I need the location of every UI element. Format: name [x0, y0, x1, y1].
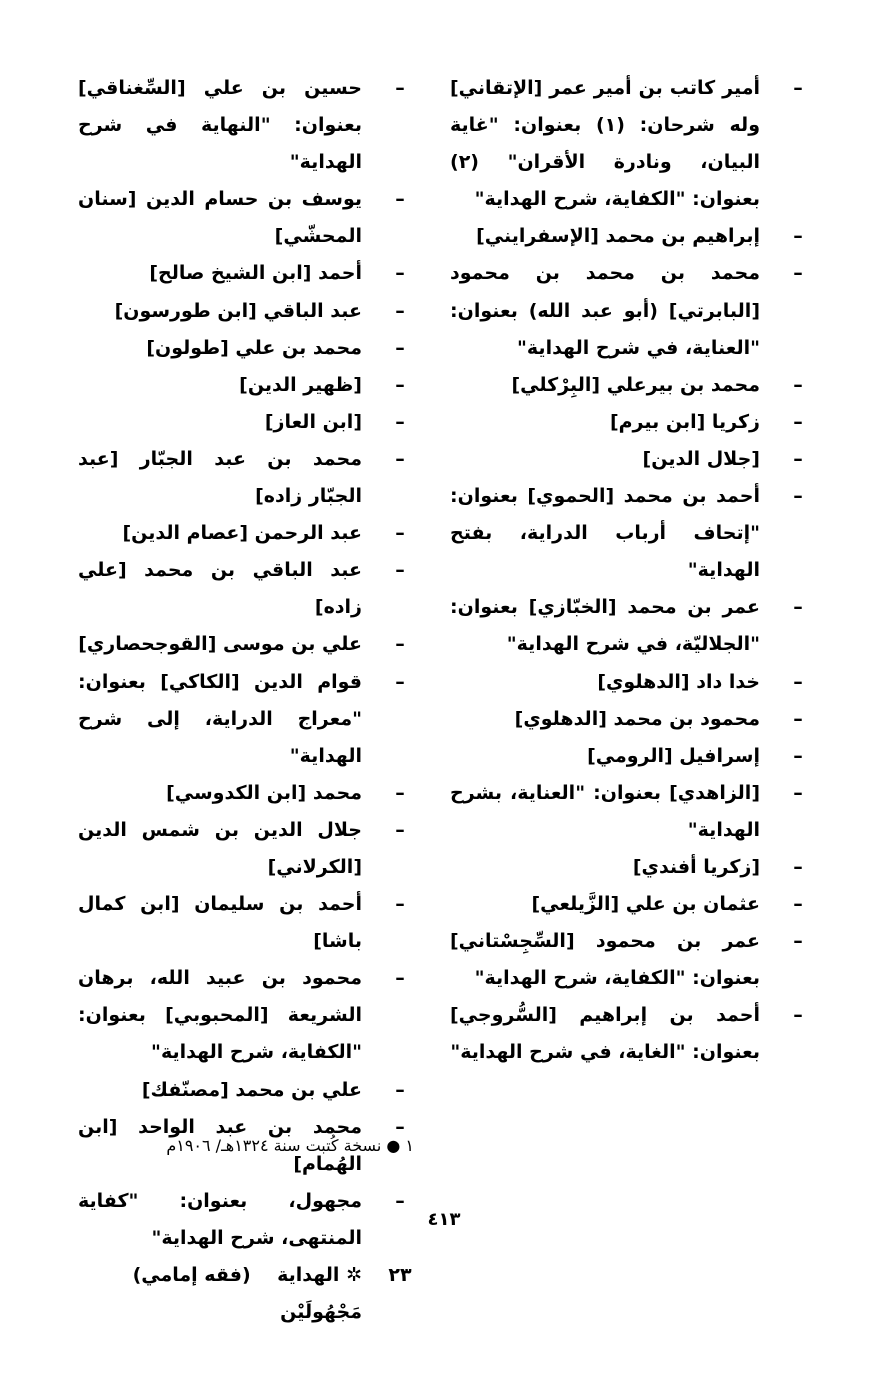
entry-dash: –	[793, 485, 803, 508]
entry-text: علي بن موسى [القوجحصاري]	[78, 633, 362, 656]
entry-dash: –	[793, 855, 803, 878]
list-item	[78, 626, 414, 663]
list-item	[450, 367, 812, 404]
entry-dash: –	[395, 893, 405, 916]
list-item	[450, 701, 812, 738]
entry-text: إسرافيل [الرومي]	[587, 744, 760, 767]
entry-text: [الزاهدي] بعنوان: "العناية، بشرح الهداية"	[450, 781, 760, 841]
entry-text: أحمد [ابن الشيخ صالح]	[149, 262, 362, 285]
entry-text: محمد بن بيرعلي [البِرْكلي]	[511, 373, 760, 396]
entry-dash: –	[395, 188, 405, 211]
entry-text: محمود بن محمد [الدهلوي]	[514, 707, 760, 730]
entry-dash: –	[395, 1115, 405, 1138]
entry-text: عبد الرحمن [عصام الدين]	[122, 522, 362, 545]
list-item	[78, 181, 414, 255]
entry-text: عبد الباقي بن محمد [علي زاده]	[78, 559, 362, 619]
entry-dash: –	[793, 262, 803, 285]
list-item	[78, 70, 414, 181]
entry-dash: –	[793, 447, 803, 470]
entry-dash: –	[793, 410, 803, 433]
list-item	[450, 404, 812, 441]
entry-dash: –	[793, 670, 803, 693]
entry-dash: –	[793, 1004, 803, 1027]
entry-dash: –	[395, 410, 405, 433]
list-item	[450, 255, 812, 366]
entry-text: عبد الباقي [ابن طورسون]	[114, 299, 362, 322]
list-item	[450, 849, 812, 886]
entry-dash: –	[395, 1078, 405, 1101]
list-item	[78, 664, 414, 775]
list-item	[78, 441, 414, 515]
right-column	[450, 70, 812, 1072]
entry-text: عمر بن محمد [الخبّازي] بعنوان: "الجلاليّة، في شرح الهداية"	[450, 596, 760, 656]
entry-text: علي بن محمد [مصنّفك]	[141, 1078, 362, 1101]
entry-dash: –	[395, 559, 405, 582]
entry-text: إبراهيم بن محمد [الإسفرايني]	[476, 225, 760, 248]
list-item	[450, 70, 812, 218]
entry-dash: –	[395, 299, 405, 322]
entry-dash: –	[793, 596, 803, 619]
entry-dash: –	[395, 781, 405, 804]
entry-dash: –	[793, 744, 803, 767]
entry-dash: –	[395, 373, 405, 396]
list-item	[450, 664, 812, 701]
entry-text: محمد [ابن الكدوسي]	[166, 781, 362, 804]
section-subtitle: مَجْهُولَيْن	[280, 1301, 362, 1324]
list-item	[78, 404, 414, 441]
entry-dash: –	[395, 336, 405, 359]
section-symbol: ✲	[346, 1264, 362, 1286]
entry-dash: –	[395, 670, 405, 693]
list-item	[78, 812, 414, 886]
section-title: الهداية	[277, 1264, 340, 1286]
entry-text: عمر بن محمود [السِّجِسْتاني] بعنوان: "الكفاية، شرح الهداية"	[450, 930, 760, 990]
entry-text: زكريا [ابن بيرم]	[609, 410, 760, 433]
section-number: ٢٣	[388, 1264, 412, 1286]
entry-text: أمير كاتب بن أمير عمر [الإتقاني] وله شرحان: (١) بعنوان: "غاية البيان، ونادرة الأقران" (٢) بعنوان: "الكفاية، شرح الهداية"	[450, 77, 761, 211]
list-item	[450, 441, 812, 478]
entry-text: يوسف بن حسام الدين [سنان المحشّي]	[78, 188, 362, 248]
entry-text: أحمد بن سليمان [ابن كمال باشا]	[78, 893, 362, 953]
list-item	[78, 515, 414, 552]
list-item	[78, 330, 414, 367]
entry-dash: –	[793, 225, 803, 248]
list-item	[78, 960, 414, 1071]
list-item	[78, 886, 414, 960]
footnote: ١ ● نسخة كُتبت سنة ١٣٢٤هـ/ ١٩٠٦م	[166, 1136, 414, 1155]
left-column-entries	[78, 70, 414, 1257]
list-item	[450, 738, 812, 775]
entry-dash: –	[395, 262, 405, 285]
entry-dash: –	[793, 373, 803, 396]
list-item	[78, 293, 414, 330]
section-heading	[78, 1257, 414, 1294]
entry-text: خدا داد [الدهلوي]	[597, 670, 760, 693]
entry-dash: –	[395, 77, 405, 99]
list-item	[450, 997, 812, 1071]
entry-dash: –	[793, 781, 803, 804]
entry-text: [ابن العاز]	[264, 410, 362, 433]
entry-dash: –	[395, 633, 405, 656]
entry-text: محمد بن علي [طولون]	[146, 336, 362, 359]
entry-dash: –	[395, 818, 405, 841]
entry-text: أحمد بن محمد [الحموي] بعنوان: "إتحاف أرباب الدراية، بفتح الهداية"	[450, 485, 760, 582]
entry-text: جلال الدين بن شمس الدين [الكرلاني]	[78, 818, 362, 878]
section-category: (فقه إمامي)	[132, 1264, 251, 1286]
entry-text: حسين بن علي [السِّغناقي] بعنوان: "النهاية في شرح الهداية"	[78, 77, 362, 174]
list-item	[450, 886, 812, 923]
list-item	[450, 923, 812, 997]
list-item	[450, 775, 812, 849]
entry-dash: –	[395, 967, 405, 990]
entry-text: محمد بن عبد الواحد [ابن الهُمام]	[78, 1115, 362, 1175]
entry-dash: –	[395, 1189, 405, 1212]
list-item	[78, 1072, 414, 1109]
entry-text: [جلال الدين]	[642, 447, 760, 470]
list-item	[450, 218, 812, 255]
entry-text: محمد بن عبد الجبّار [عبد الجبّار زاده]	[78, 447, 362, 508]
entry-text: مجهول، بعنوان: "كفاية المنتهى، شرح الهداية"	[78, 1189, 362, 1249]
list-item	[78, 367, 414, 404]
entry-dash: –	[793, 893, 803, 916]
entry-text: عثمان بن علي [الزَّيلعي]	[531, 893, 760, 916]
entry-dash: –	[395, 522, 405, 545]
entry-text: محمود بن عبيد الله، برهان الشريعة [المحبوبي] بعنوان: "الكفاية، شرح الهداية"	[78, 967, 362, 1064]
list-item	[450, 478, 812, 589]
list-item	[78, 255, 414, 292]
entry-dash: –	[793, 930, 803, 953]
entry-dash: –	[793, 77, 803, 99]
list-item	[78, 775, 414, 812]
list-item	[450, 589, 812, 663]
entry-dash: –	[793, 707, 803, 730]
entry-text: [زكريا أفندي]	[632, 855, 760, 878]
list-item	[78, 552, 414, 626]
entry-dash: –	[395, 447, 405, 470]
entry-text: قوام الدين [الكاكي] بعنوان: "معراج الدراية، إلى شرح الهداية"	[78, 670, 362, 767]
entry-text: أحمد بن إبراهيم [السُّروجي] بعنوان: "الغاية، في شرح الهداية"	[450, 1004, 760, 1064]
entry-text: [ظهير الدين]	[239, 373, 362, 396]
entry-text: محمد بن محمد بن محمود [البابرتي] (أبو عبد الله) بعنوان: "العناية، في شرح الهداية"	[450, 262, 760, 359]
page-number: ٤١٣	[427, 1209, 461, 1230]
